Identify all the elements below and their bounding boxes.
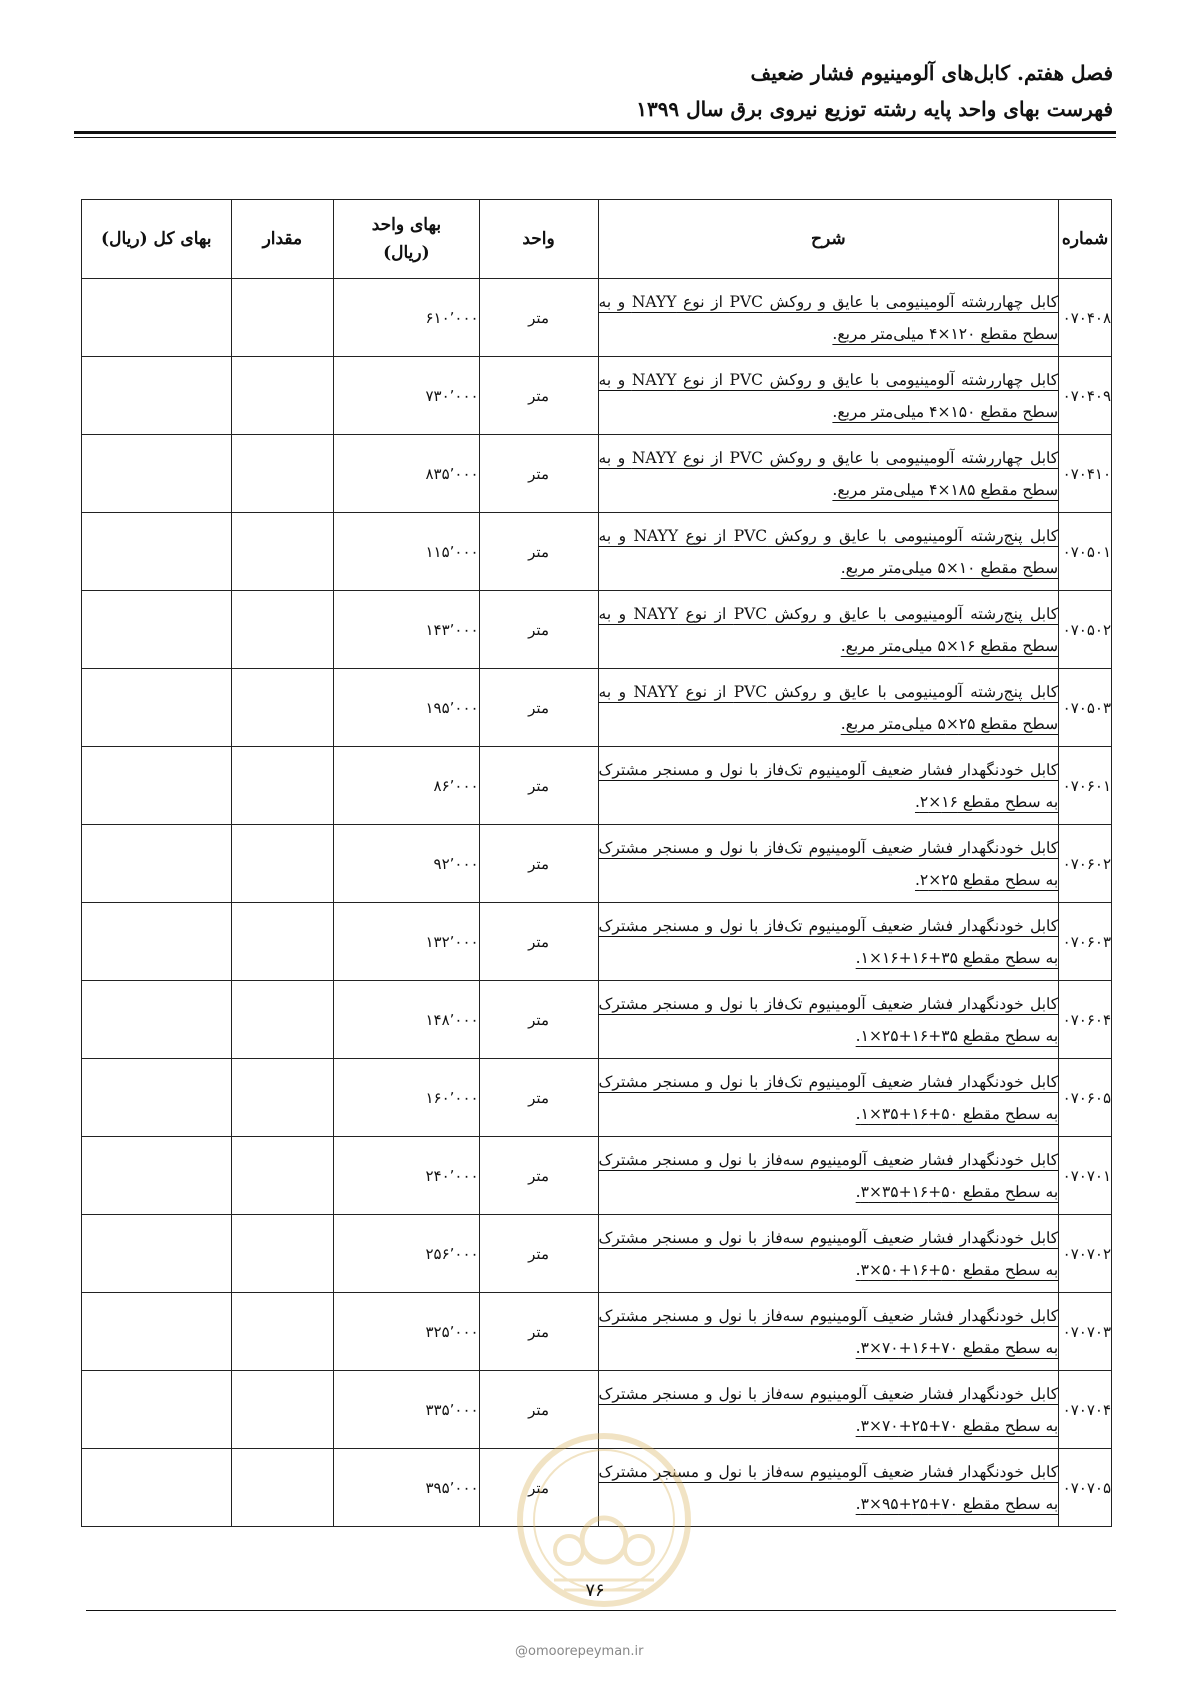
row-description-text: کابل پنج‌رشته آلومینیومی با عایق و روکش PVC از نوع NAYY و به سطح مقطع ۲۵×۵ میلی‌متر مربع. xyxy=(598,682,1059,733)
row-code: ۰۷۰۷۰۱ xyxy=(1059,1137,1112,1215)
row-unit-price: ۶۱۰٬۰۰۰ xyxy=(334,279,479,357)
row-unit: متر xyxy=(479,591,598,669)
row-unit: متر xyxy=(479,1293,598,1371)
row-unit-price: ۳۹۵٬۰۰۰ xyxy=(334,1449,479,1527)
row-quantity xyxy=(231,1371,334,1449)
table-row xyxy=(82,1059,1112,1137)
page-number: ۷۶ xyxy=(585,1580,605,1601)
row-unit: متر xyxy=(479,825,598,903)
row-code: ۰۷۰۷۰۴ xyxy=(1059,1371,1112,1449)
row-code: ۰۷۰۶۰۱ xyxy=(1059,747,1112,825)
row-unit: متر xyxy=(479,513,598,591)
row-description xyxy=(598,1059,1059,1137)
row-description-text: کابل خودنگهدار فشار ضعیف آلومینیوم تک‌فاز با نول و مسنجر مشترک به سطح مقطع ۲۵×۲. xyxy=(598,838,1059,889)
row-unit: متر xyxy=(479,279,598,357)
row-unit: متر xyxy=(479,1059,598,1137)
row-total xyxy=(82,591,232,669)
row-quantity xyxy=(231,903,334,981)
row-unit-price: ۳۳۵٬۰۰۰ xyxy=(334,1371,479,1449)
row-description xyxy=(598,825,1059,903)
row-description xyxy=(598,513,1059,591)
row-unit-price: ۳۲۵٬۰۰۰ xyxy=(334,1293,479,1371)
row-total xyxy=(82,825,232,903)
row-unit-price: ۱۴۸٬۰۰۰ xyxy=(334,981,479,1059)
row-total xyxy=(82,357,232,435)
row-total xyxy=(82,1371,232,1449)
row-description-text: کابل چهاررشته آلومینیومی با عایق و روکش PVC از نوع NAYY و به سطح مقطع ۱۸۵×۴ میلی‌متر مربع. xyxy=(598,448,1059,499)
row-code: ۰۷۰۴۰۸ xyxy=(1059,279,1112,357)
table-row xyxy=(82,981,1112,1059)
header-code: شماره xyxy=(1059,200,1112,279)
header-unit: واحد xyxy=(479,200,598,279)
row-total xyxy=(82,513,232,591)
table-row xyxy=(82,747,1112,825)
page-header xyxy=(636,58,1113,124)
table-row xyxy=(82,1215,1112,1293)
row-quantity xyxy=(231,513,334,591)
row-unit-price: ۷۳۰٬۰۰۰ xyxy=(334,357,479,435)
row-unit: متر xyxy=(479,1215,598,1293)
row-description-text: کابل خودنگهدار فشار ضعیف آلومینیوم سه‌فاز با نول و مسنجر مشترک به سطح مقطع ۷۰+۱۶+۷۰×۳. xyxy=(598,1306,1059,1357)
row-code: ۰۷۰۷۰۲ xyxy=(1059,1215,1112,1293)
row-code: ۰۷۰۶۰۲ xyxy=(1059,825,1112,903)
table-row xyxy=(82,513,1112,591)
header-unit-price-label: بهای واحد xyxy=(371,215,442,235)
row-code: ۰۷۰۶۰۳ xyxy=(1059,903,1112,981)
row-unit-price: ۱۴۳٬۰۰۰ xyxy=(334,591,479,669)
row-unit-price: ۸۳۵٬۰۰۰ xyxy=(334,435,479,513)
row-unit: متر xyxy=(479,357,598,435)
row-code: ۰۷۰۶۰۴ xyxy=(1059,981,1112,1059)
header-description: شرح xyxy=(598,200,1059,279)
row-total xyxy=(82,747,232,825)
row-description-text: کابل خودنگهدار فشار ضعیف آلومینیوم تک‌فاز با نول و مسنجر مشترک به سطح مقطع ۱۶×۲. xyxy=(598,760,1059,811)
row-unit-price: ۸۶٬۰۰۰ xyxy=(334,747,479,825)
row-unit: متر xyxy=(479,669,598,747)
table-row xyxy=(82,825,1112,903)
row-description xyxy=(598,669,1059,747)
header-rule-thin xyxy=(74,137,1116,138)
row-total xyxy=(82,669,232,747)
row-total xyxy=(82,1449,232,1527)
row-description xyxy=(598,357,1059,435)
row-unit: متر xyxy=(479,1137,598,1215)
table-row xyxy=(82,1137,1112,1215)
row-total xyxy=(82,1215,232,1293)
table-row xyxy=(82,669,1112,747)
row-description xyxy=(598,591,1059,669)
row-total xyxy=(82,435,232,513)
row-unit-price: ۲۵۶٬۰۰۰ xyxy=(334,1215,479,1293)
row-unit: متر xyxy=(479,1371,598,1449)
row-description-text: کابل خودنگهدار فشار ضعیف آلومینیوم تک‌فاز با نول و مسنجر مشترک به سطح مقطع ۵۰+۱۶+۳۵×۱. xyxy=(598,1072,1059,1123)
row-quantity xyxy=(231,591,334,669)
row-description-text: کابل چهاررشته آلومینیومی با عایق و روکش PVC از نوع NAYY و به سطح مقطع ۱۲۰×۴ میلی‌متر مربع. xyxy=(598,292,1059,343)
header-unit-price-currency: (ریال) xyxy=(383,243,430,263)
row-unit-price: ۹۲٬۰۰۰ xyxy=(334,825,479,903)
row-total xyxy=(82,1293,232,1371)
row-unit: متر xyxy=(479,435,598,513)
row-description xyxy=(598,435,1059,513)
row-unit: متر xyxy=(479,903,598,981)
row-description xyxy=(598,1293,1059,1371)
row-unit-price: ۱۶۰٬۰۰۰ xyxy=(334,1059,479,1137)
row-description xyxy=(598,903,1059,981)
row-quantity xyxy=(231,747,334,825)
row-quantity xyxy=(231,981,334,1059)
row-description-text: کابل خودنگهدار فشار ضعیف آلومینیوم سه‌فاز با نول و مسنجر مشترک به سطح مقطع ۵۰+۱۶+۳۵×۳. xyxy=(598,1150,1059,1201)
row-quantity xyxy=(231,1059,334,1137)
row-code: ۰۷۰۷۰۵ xyxy=(1059,1449,1112,1527)
header-total: بهای کل (ریال) xyxy=(82,200,232,279)
row-code: ۰۷۰۵۰۱ xyxy=(1059,513,1112,591)
row-unit-price: ۱۳۲٬۰۰۰ xyxy=(334,903,479,981)
row-quantity xyxy=(231,669,334,747)
chapter-title: فصل هفتم. کابل‌های آلومینیوم فشار ضعیف xyxy=(750,61,1113,85)
row-code: ۰۷۰۵۰۳ xyxy=(1059,669,1112,747)
row-description xyxy=(598,747,1059,825)
row-unit-price: ۱۱۵٬۰۰۰ xyxy=(334,513,479,591)
table-row xyxy=(82,279,1112,357)
header-unit-price xyxy=(334,200,479,279)
row-code: ۰۷۰۶۰۵ xyxy=(1059,1059,1112,1137)
price-table xyxy=(81,199,1112,1527)
row-description-text: کابل خودنگهدار فشار ضعیف آلومینیوم سه‌فاز با نول و مسنجر مشترک به سطح مقطع ۷۰+۲۵+۹۵×۳. xyxy=(598,1462,1059,1513)
row-unit: متر xyxy=(479,981,598,1059)
row-code: ۰۷۰۴۱۰ xyxy=(1059,435,1112,513)
row-description-text: کابل چهاررشته آلومینیومی با عایق و روکش PVC از نوع NAYY و به سطح مقطع ۱۵۰×۴ میلی‌متر مربع. xyxy=(598,370,1059,421)
header-rule-thick xyxy=(74,131,1116,134)
row-quantity xyxy=(231,1449,334,1527)
row-unit: متر xyxy=(479,747,598,825)
row-description-text: کابل خودنگهدار فشار ضعیف آلومینیوم سه‌فاز با نول و مسنجر مشترک به سطح مقطع ۷۰+۲۵+۷۰×۳. xyxy=(598,1384,1059,1435)
row-total xyxy=(82,279,232,357)
row-total xyxy=(82,903,232,981)
row-quantity xyxy=(231,435,334,513)
site-watermark: @omoorepeyman.ir xyxy=(515,1644,644,1659)
row-quantity xyxy=(231,1293,334,1371)
row-description xyxy=(598,981,1059,1059)
footer-rule xyxy=(86,1610,1116,1611)
row-unit-price: ۲۴۰٬۰۰۰ xyxy=(334,1137,479,1215)
row-code: ۰۷۰۷۰۳ xyxy=(1059,1293,1112,1371)
table-row xyxy=(82,357,1112,435)
row-description xyxy=(598,279,1059,357)
row-description xyxy=(598,1215,1059,1293)
row-description-text: کابل خودنگهدار فشار ضعیف آلومینیوم تک‌فاز با نول و مسنجر مشترک به سطح مقطع ۳۵+۱۶+۲۵×۱. xyxy=(598,994,1059,1045)
table-header-row xyxy=(82,200,1112,279)
row-unit: متر xyxy=(479,1449,598,1527)
row-code: ۰۷۰۵۰۲ xyxy=(1059,591,1112,669)
table-row xyxy=(82,435,1112,513)
row-description-text: کابل پنج‌رشته آلومینیومی با عایق و روکش PVC از نوع NAYY و به سطح مقطع ۱۰×۵ میلی‌متر مربع. xyxy=(598,526,1059,577)
row-total xyxy=(82,1059,232,1137)
row-quantity xyxy=(231,1215,334,1293)
row-code: ۰۷۰۴۰۹ xyxy=(1059,357,1112,435)
row-total xyxy=(82,981,232,1059)
row-description-text: کابل خودنگهدار فشار ضعیف آلومینیوم تک‌فاز با نول و مسنجر مشترک به سطح مقطع ۳۵+۱۶+۱۶×۱. xyxy=(598,916,1059,967)
row-quantity xyxy=(231,825,334,903)
row-quantity xyxy=(231,279,334,357)
table-row xyxy=(82,1293,1112,1371)
row-unit-price: ۱۹۵٬۰۰۰ xyxy=(334,669,479,747)
row-quantity xyxy=(231,357,334,435)
table-row xyxy=(82,591,1112,669)
row-quantity xyxy=(231,1137,334,1215)
header-quantity: مقدار xyxy=(231,200,334,279)
row-description xyxy=(598,1137,1059,1215)
row-total xyxy=(82,1137,232,1215)
table-row xyxy=(82,903,1112,981)
document-subtitle: فهرست بهای واحد پایه رشته توزیع نیروی برق سال ۱۳۹۹ xyxy=(636,97,1113,121)
row-description-text: کابل خودنگهدار فشار ضعیف آلومینیوم سه‌فاز با نول و مسنجر مشترک به سطح مقطع ۵۰+۱۶+۵۰×۳. xyxy=(598,1228,1059,1279)
row-description-text: کابل پنج‌رشته آلومینیومی با عایق و روکش PVC از نوع NAYY و به سطح مقطع ۱۶×۵ میلی‌متر مربع. xyxy=(598,604,1059,655)
